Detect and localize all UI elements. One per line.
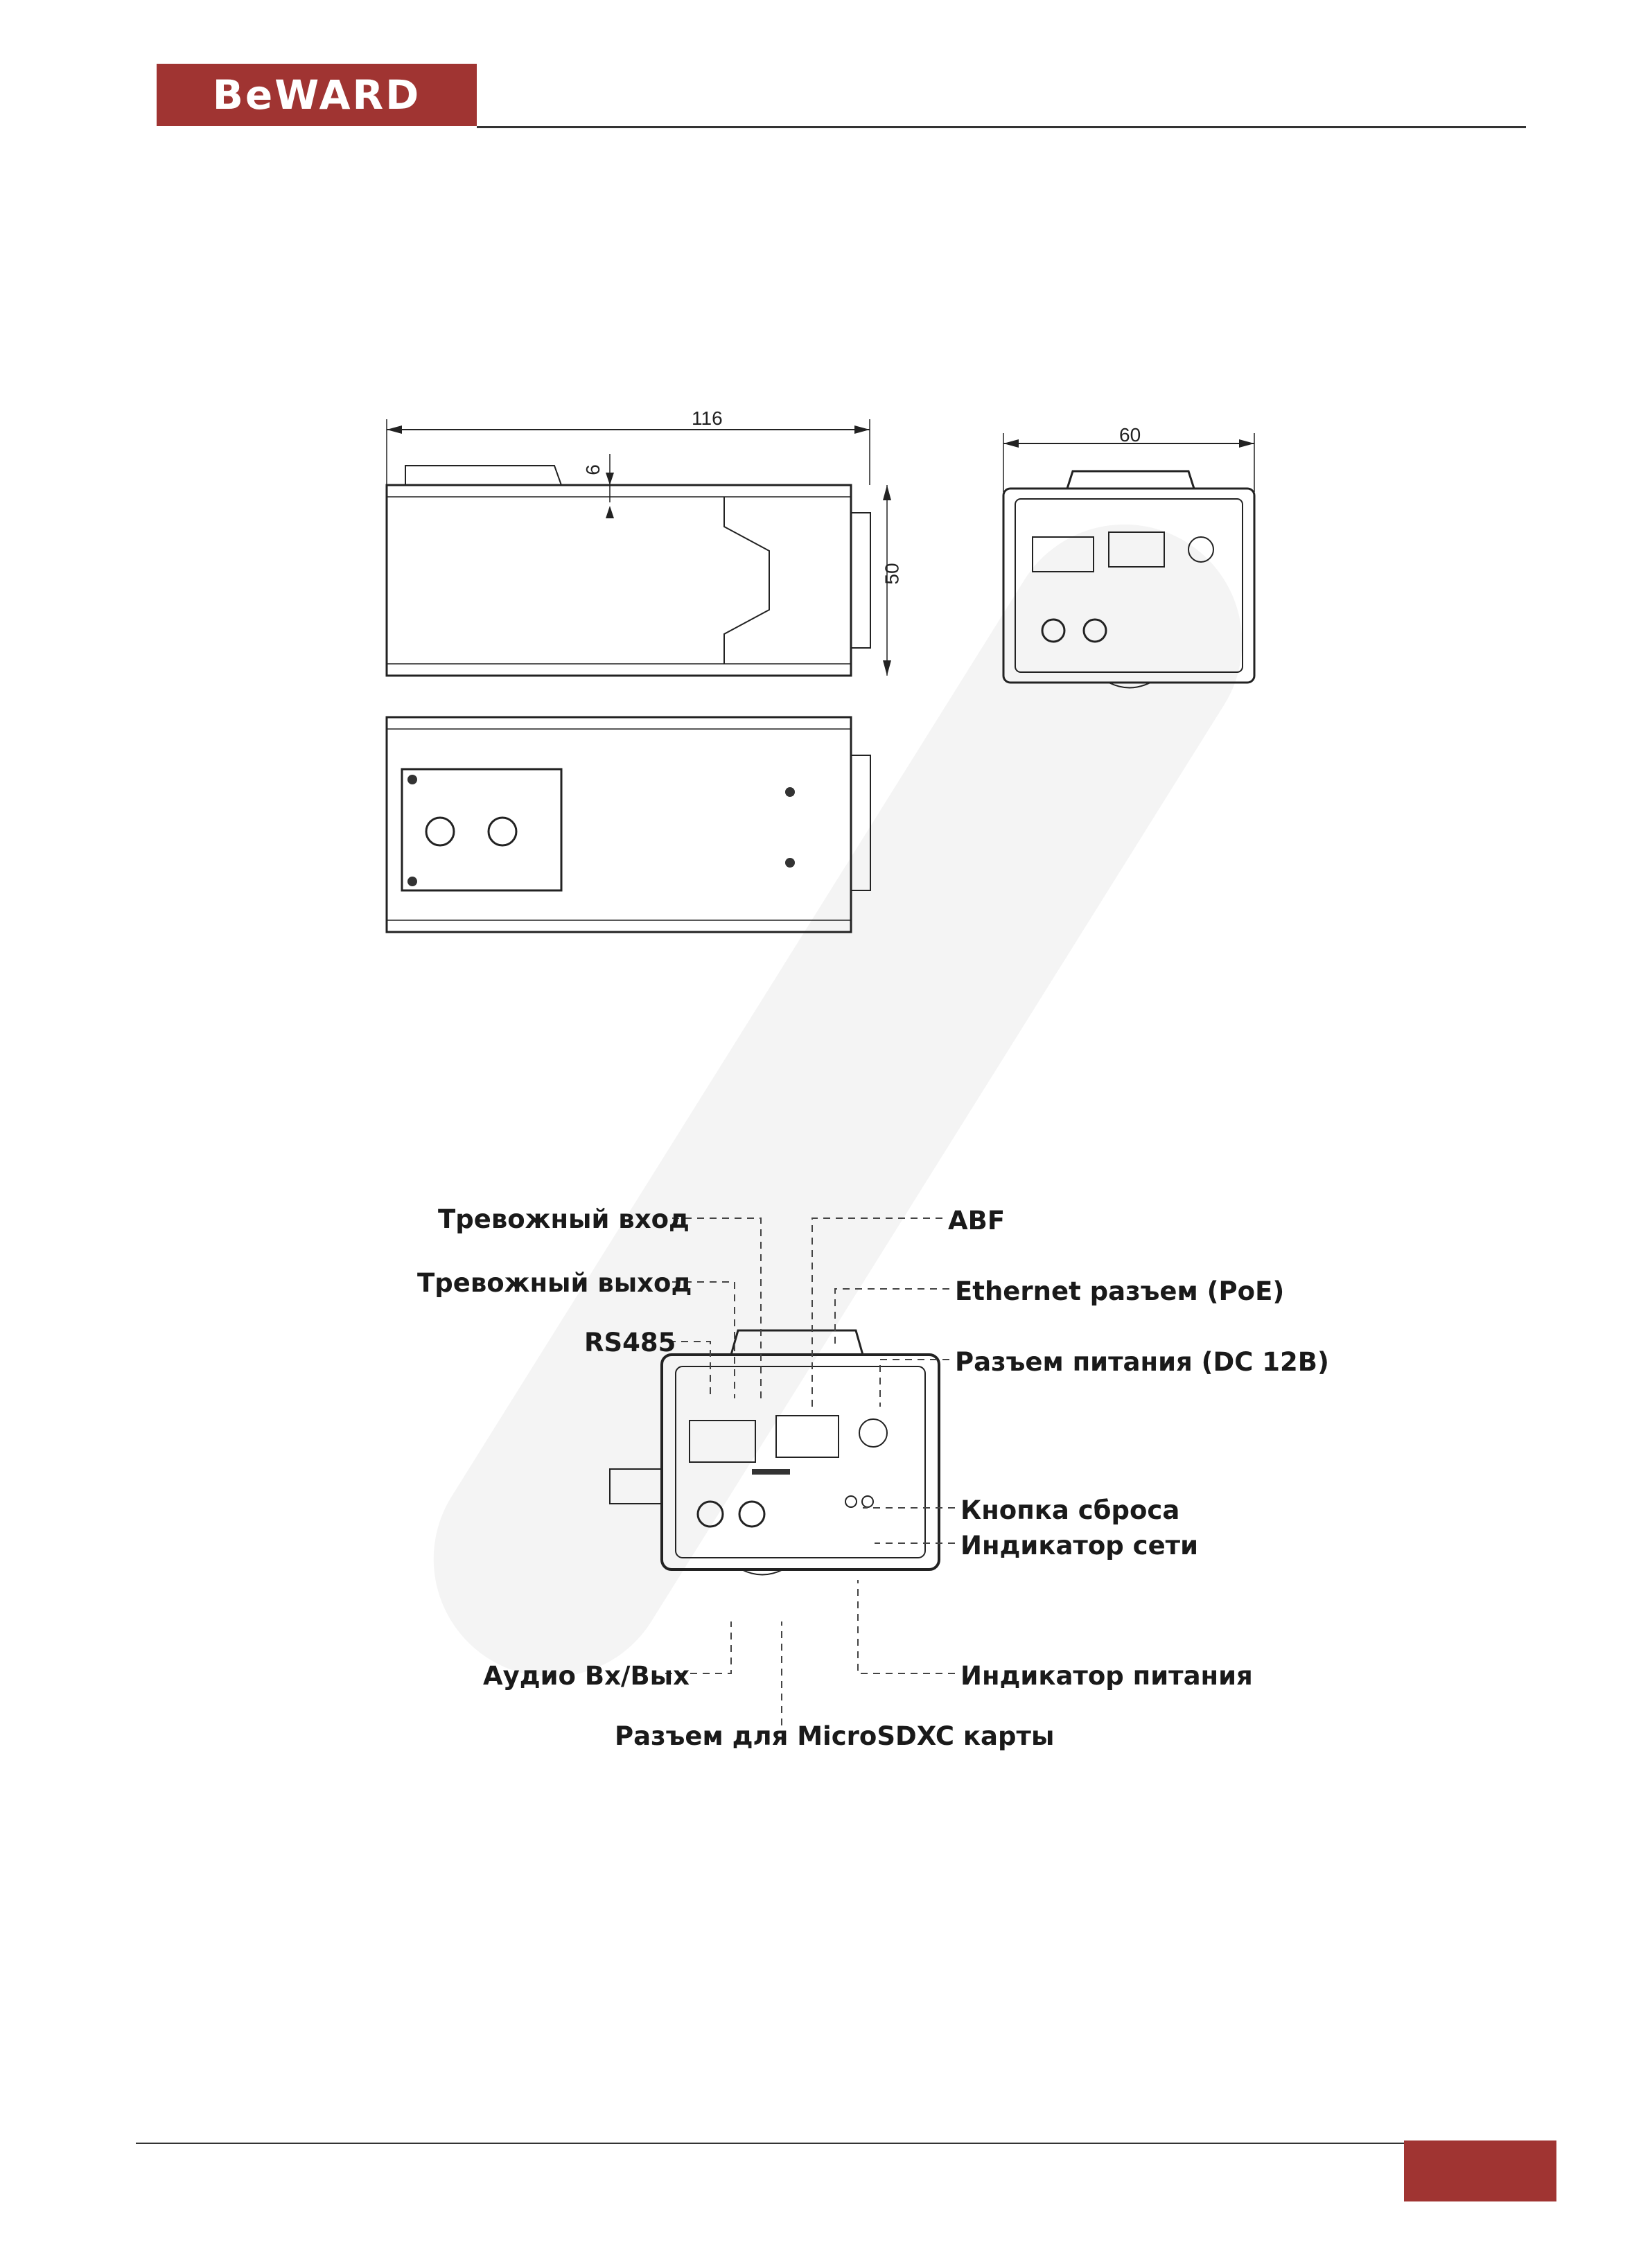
dim-offset: 6	[581, 464, 604, 475]
callout-power-led: Индикатор питания	[960, 1661, 1253, 1691]
callout-alarm-in: Тревожный вход	[438, 1204, 690, 1234]
callout-alarm-out: Тревожный выход	[417, 1268, 692, 1298]
dim-length: 116	[692, 407, 723, 429]
callout-abf: ABF	[948, 1206, 1006, 1236]
callout-reset-button: Кнопка сброса	[960, 1495, 1180, 1525]
dim-width: 60	[1119, 424, 1141, 446]
dim-height: 50	[881, 563, 903, 585]
callout-rs485: RS485	[584, 1328, 676, 1357]
footer-rule	[136, 2143, 1404, 2144]
callout-net-led: Индикатор сети	[960, 1531, 1199, 1561]
callout-sd-slot: Разъем для MicroSDXC карты	[615, 1721, 1055, 1751]
brand-logo-text: BeWARD	[212, 71, 421, 118]
callout-leaders	[0, 1178, 1650, 1802]
callout-power-jack: Разъем питания (DC 12В)	[955, 1347, 1329, 1377]
dimension-drawing	[333, 388, 1303, 998]
callout-audio-io: Аудио Вх/Вых	[483, 1661, 690, 1691]
page-number-box	[1404, 2140, 1556, 2201]
callout-ethernet: Ethernet разъем (PoE)	[955, 1276, 1285, 1306]
